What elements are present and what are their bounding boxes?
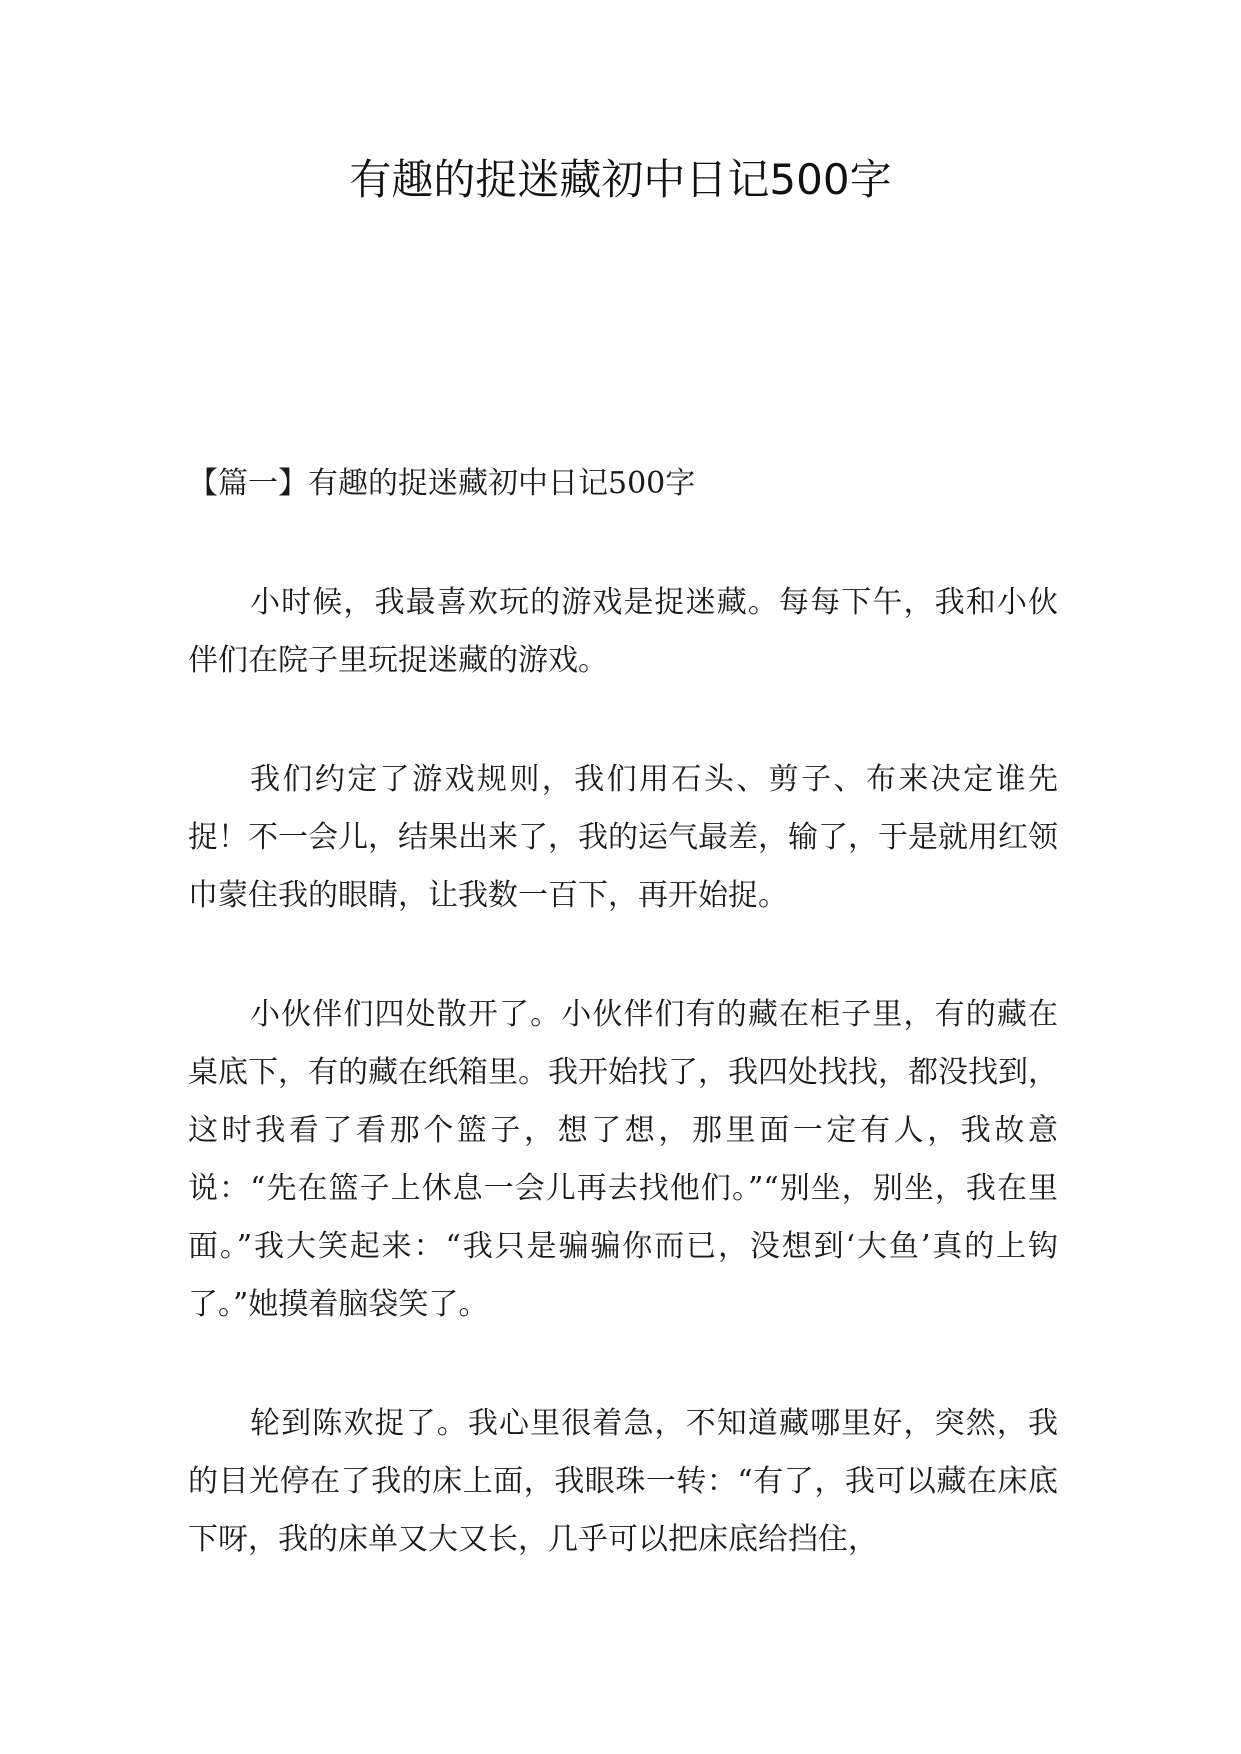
document-title: 有趣的捉迷藏初中日记500字 xyxy=(349,155,892,204)
paragraph-1: 小时候，我最喜欢玩的游戏是捉迷藏。每每下午，我和小伙伴们在院子里玩捉迷藏的游戏。 xyxy=(188,585,1058,678)
section-heading: 【篇一】有趣的捉迷藏初中日记500字 xyxy=(188,466,696,501)
paragraph-3: 小伙伴们四处散开了。小伙伴们有的藏在柜子里，有的藏在桌底下，有的藏在纸箱里。我开始找了，我四处找找，都没找到，这时我看了看那个篮子，想了想，那里面一定有人，我故意说：“先在篮子上休息一会儿再去找他们。”“别坐，别坐，我在里面。”我大笑起来：“我只是骗骗你而已，没想到‘大鱼’真的上钩了。”她摸着脑袋笑了。 xyxy=(188,997,1058,1322)
paragraph-2: 我们约定了游戏规则，我们用石头、剪子、布来决定谁先捉！不一会儿，结果出来了，我的运气最差，输了，于是就用红领巾蒙住我的眼睛，让我数一百下，再开始捉。 xyxy=(188,762,1058,913)
article-body xyxy=(188,455,1058,1569)
paragraph-4: 轮到陈欢捉了。我心里很着急，不知道藏哪里好，突然，我的目光停在了我的床上面，我眼珠一转：“有了，我可以藏在床底下呀，我的床单又大又长，几乎可以把床底给挡住， xyxy=(188,1406,1058,1557)
